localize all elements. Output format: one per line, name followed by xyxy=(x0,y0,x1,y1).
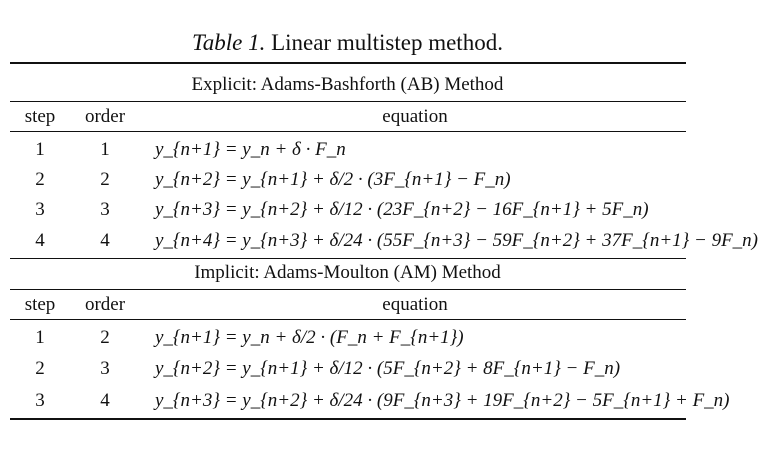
ab-row-3-order: 3 xyxy=(100,199,110,220)
ab-row-4-order: 4 xyxy=(100,230,110,251)
ab-row-2-step: 2 xyxy=(35,169,45,190)
table-label: Table 1. xyxy=(192,30,266,55)
ab-row-1-step: 1 xyxy=(35,139,45,160)
am-row-1-order: 2 xyxy=(100,327,110,348)
explicit-header-equation: equation xyxy=(382,106,448,127)
explicit-header-rule xyxy=(10,131,686,132)
table-caption xyxy=(0,28,695,58)
am-row-1-step: 1 xyxy=(35,327,45,348)
am-row-2-order: 3 xyxy=(100,358,110,379)
am-row-3-equation: y_{n+3} = y_{n+2} + δ/24 · (9F_{n+3} + 19F_{n+2} − 5F_{n+1} + F_n) xyxy=(155,390,730,411)
top-rule xyxy=(10,62,686,64)
ab-row-4-step: 4 xyxy=(35,230,45,251)
implicit-header-step: step xyxy=(24,294,56,315)
implicit-header-equation: equation xyxy=(382,294,448,315)
ab-row-4-equation: y_{n+4} = y_{n+3} + δ/24 · (55F_{n+3} − 59F_{n+2} + 37F_{n+1} − 9F_n) xyxy=(155,230,758,251)
explicit-header-order: order xyxy=(84,106,126,127)
explicit-section-title: Explicit: Adams-Bashforth (AB) Method xyxy=(191,74,504,95)
bottom-rule xyxy=(10,418,686,420)
am-row-1-equation: y_{n+1} = y_n + δ/2 · (F_n + F_{n+1}) xyxy=(155,327,464,348)
implicit-title-rule xyxy=(10,289,686,290)
explicit-title-rule xyxy=(10,101,686,102)
implicit-header-order: order xyxy=(84,294,126,315)
am-row-3-step: 3 xyxy=(35,390,45,411)
am-row-3-order: 4 xyxy=(100,390,110,411)
ab-row-3-step: 3 xyxy=(35,199,45,220)
ab-row-2-order: 2 xyxy=(100,169,110,190)
implicit-header-rule xyxy=(10,319,686,320)
table-title: Linear multistep method. xyxy=(271,30,503,55)
ab-row-2-equation: y_{n+2} = y_{n+1} + δ/2 · (3F_{n+1} − F_n) xyxy=(155,169,511,190)
implicit-top-rule xyxy=(10,258,686,259)
am-row-2-equation: y_{n+2} = y_{n+1} + δ/12 · (5F_{n+2} + 8F_{n+1} − F_n) xyxy=(155,358,621,379)
ab-row-1-order: 1 xyxy=(100,139,110,160)
am-row-2-step: 2 xyxy=(35,358,45,379)
implicit-section-title: Implicit: Adams-Moulton (AM) Method xyxy=(194,262,501,283)
ab-row-3-equation: y_{n+3} = y_{n+2} + δ/12 · (23F_{n+2} − 16F_{n+1} + 5F_n) xyxy=(155,199,649,220)
explicit-header-step: step xyxy=(24,106,56,127)
ab-row-1-equation: y_{n+1} = y_n + δ · F_n xyxy=(155,139,346,160)
